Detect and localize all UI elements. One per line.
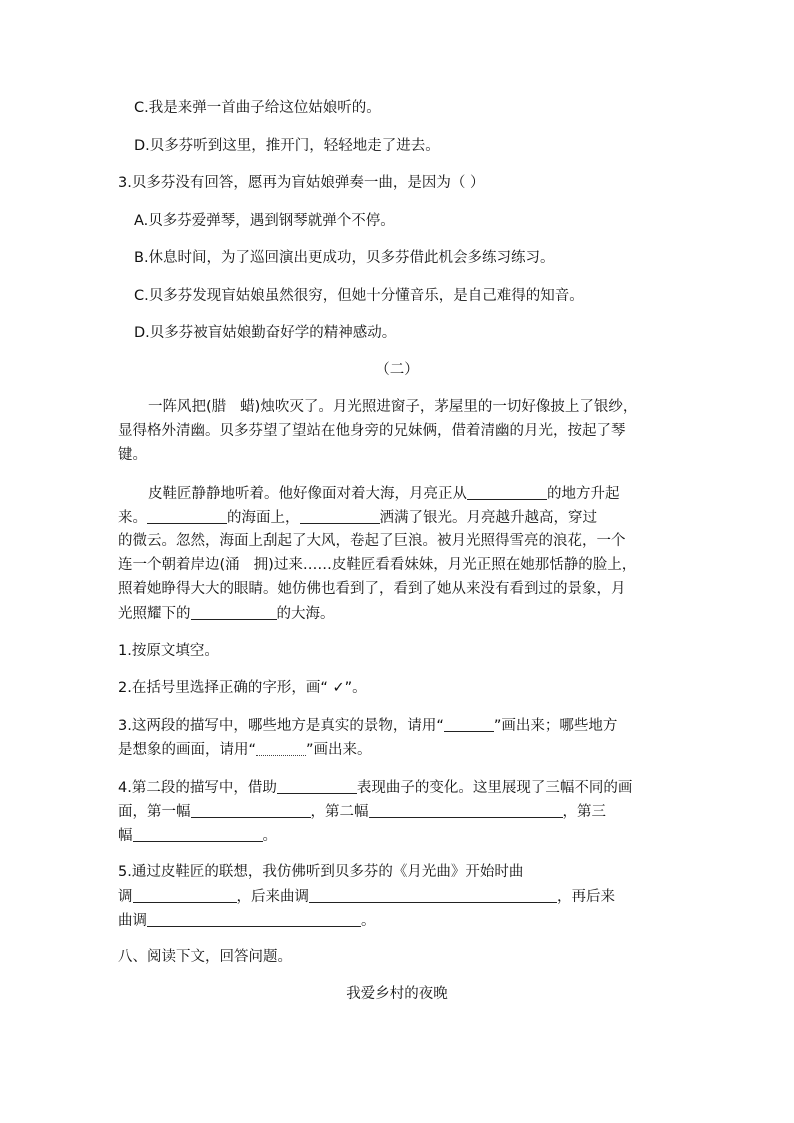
blank-3[interactable]: [300, 507, 380, 524]
article-title: 我爱乡村的夜晚: [346, 986, 448, 1002]
q5-blank-1[interactable]: [133, 886, 237, 903]
question-4-line1: 4.第二段的描写中，借助 表现曲子的变化。这里展现了三幅不同的画: [118, 777, 632, 798]
dotted-line-sample: [256, 739, 306, 756]
para1-line1: 一阵风把(腊 蜡)烛吹灭了。月光照进窗子，茅屋里的一切好像披上了银纱，: [148, 399, 638, 415]
option-d: D.贝多芬听到这里，推开门，轻轻地走了进去。: [134, 138, 440, 154]
q3-option-b: B.休息时间，为了巡回演出更成功，贝多芬借此机会多练习练习。: [134, 250, 555, 266]
para2-line4: 连一个朝着岸边(涌 拥)过来……皮鞋匠看看妹妹，月光正照在她那恬静的脸上，: [118, 557, 637, 573]
question-4-line2: 面，第一幅 ，第二幅 ，第三: [118, 801, 606, 822]
question-5-line3: 曲调 。: [118, 910, 376, 931]
para2-line5: 照着她睁得大大的眼睛。她仿佛也看到了，看到了她从来没有看到过的景象，月: [118, 581, 626, 597]
blank-4[interactable]: [191, 603, 277, 620]
question-5-line2: 调 ，后来曲调 ，再后来: [118, 886, 615, 907]
question-1: 1.按原文填空。: [118, 643, 219, 659]
q4-blank-2[interactable]: [191, 801, 311, 818]
para2-line1: 皮鞋匠静静地听着。他好像面对着大海，月亮正从 的地方升起: [148, 483, 620, 504]
question-3-stem: 3.贝多芬没有回答，愿再为盲姑娘弹奏一曲，是因为（ ）: [118, 175, 485, 191]
question-3-line1: 3.这两段的描写中，哪些地方是真实的景物，请用“ ”画出来；哪些地方: [118, 715, 617, 736]
question-4-line3: 幅 。: [118, 825, 277, 846]
q3-option-a: A.贝多芬爱弹琴，遇到钢琴就弹个不停。: [134, 213, 395, 229]
para2-line3: 的微云。忽然，海面上刮起了大风，卷起了巨浪。被月光照得雪亮的浪花，一个: [118, 533, 626, 549]
q3-option-d: D.贝多芬被盲姑娘勤奋好学的精神感动。: [134, 325, 397, 341]
solid-line-sample: [444, 715, 494, 732]
question-3-line2: 是想象的画面，请用“ ”画出来。: [118, 739, 372, 760]
para1-line2: 显得格外清幽。贝多芬望了望站在他身旁的兄妹俩，借着清幽的月光，按起了琴: [118, 423, 626, 439]
question-2: 2.在括号里选择正确的字形，画“ ✓”。: [118, 680, 367, 696]
blank-1[interactable]: [467, 483, 547, 500]
option-c: C.我是来弹一首曲子给这位姑娘听的。: [134, 100, 381, 116]
q5-blank-2[interactable]: [309, 886, 557, 903]
part-8-heading: 八、阅读下文，回答问题。: [118, 949, 292, 965]
q4-blank-1[interactable]: [277, 777, 357, 794]
section-title: （二）: [375, 362, 419, 378]
blank-2[interactable]: [147, 507, 227, 524]
para1-line3: 键。: [118, 447, 147, 463]
q4-blank-3[interactable]: [369, 801, 563, 818]
q3-option-c: C.贝多芬发现盲姑娘虽然很穷，但她十分懂音乐，是自己难得的知音。: [134, 288, 584, 304]
q4-blank-4[interactable]: [133, 825, 263, 842]
question-5-line1: 5.通过皮鞋匠的联想，我仿佛听到贝多芬的《月光曲》开始时曲: [118, 864, 524, 880]
para2-line6: 光照耀下的 的大海。: [118, 603, 335, 624]
q5-blank-3[interactable]: [147, 910, 361, 927]
para2-line2: 来。 的海面上， 洒满了银光。月亮越升越高，穿过: [118, 507, 597, 528]
